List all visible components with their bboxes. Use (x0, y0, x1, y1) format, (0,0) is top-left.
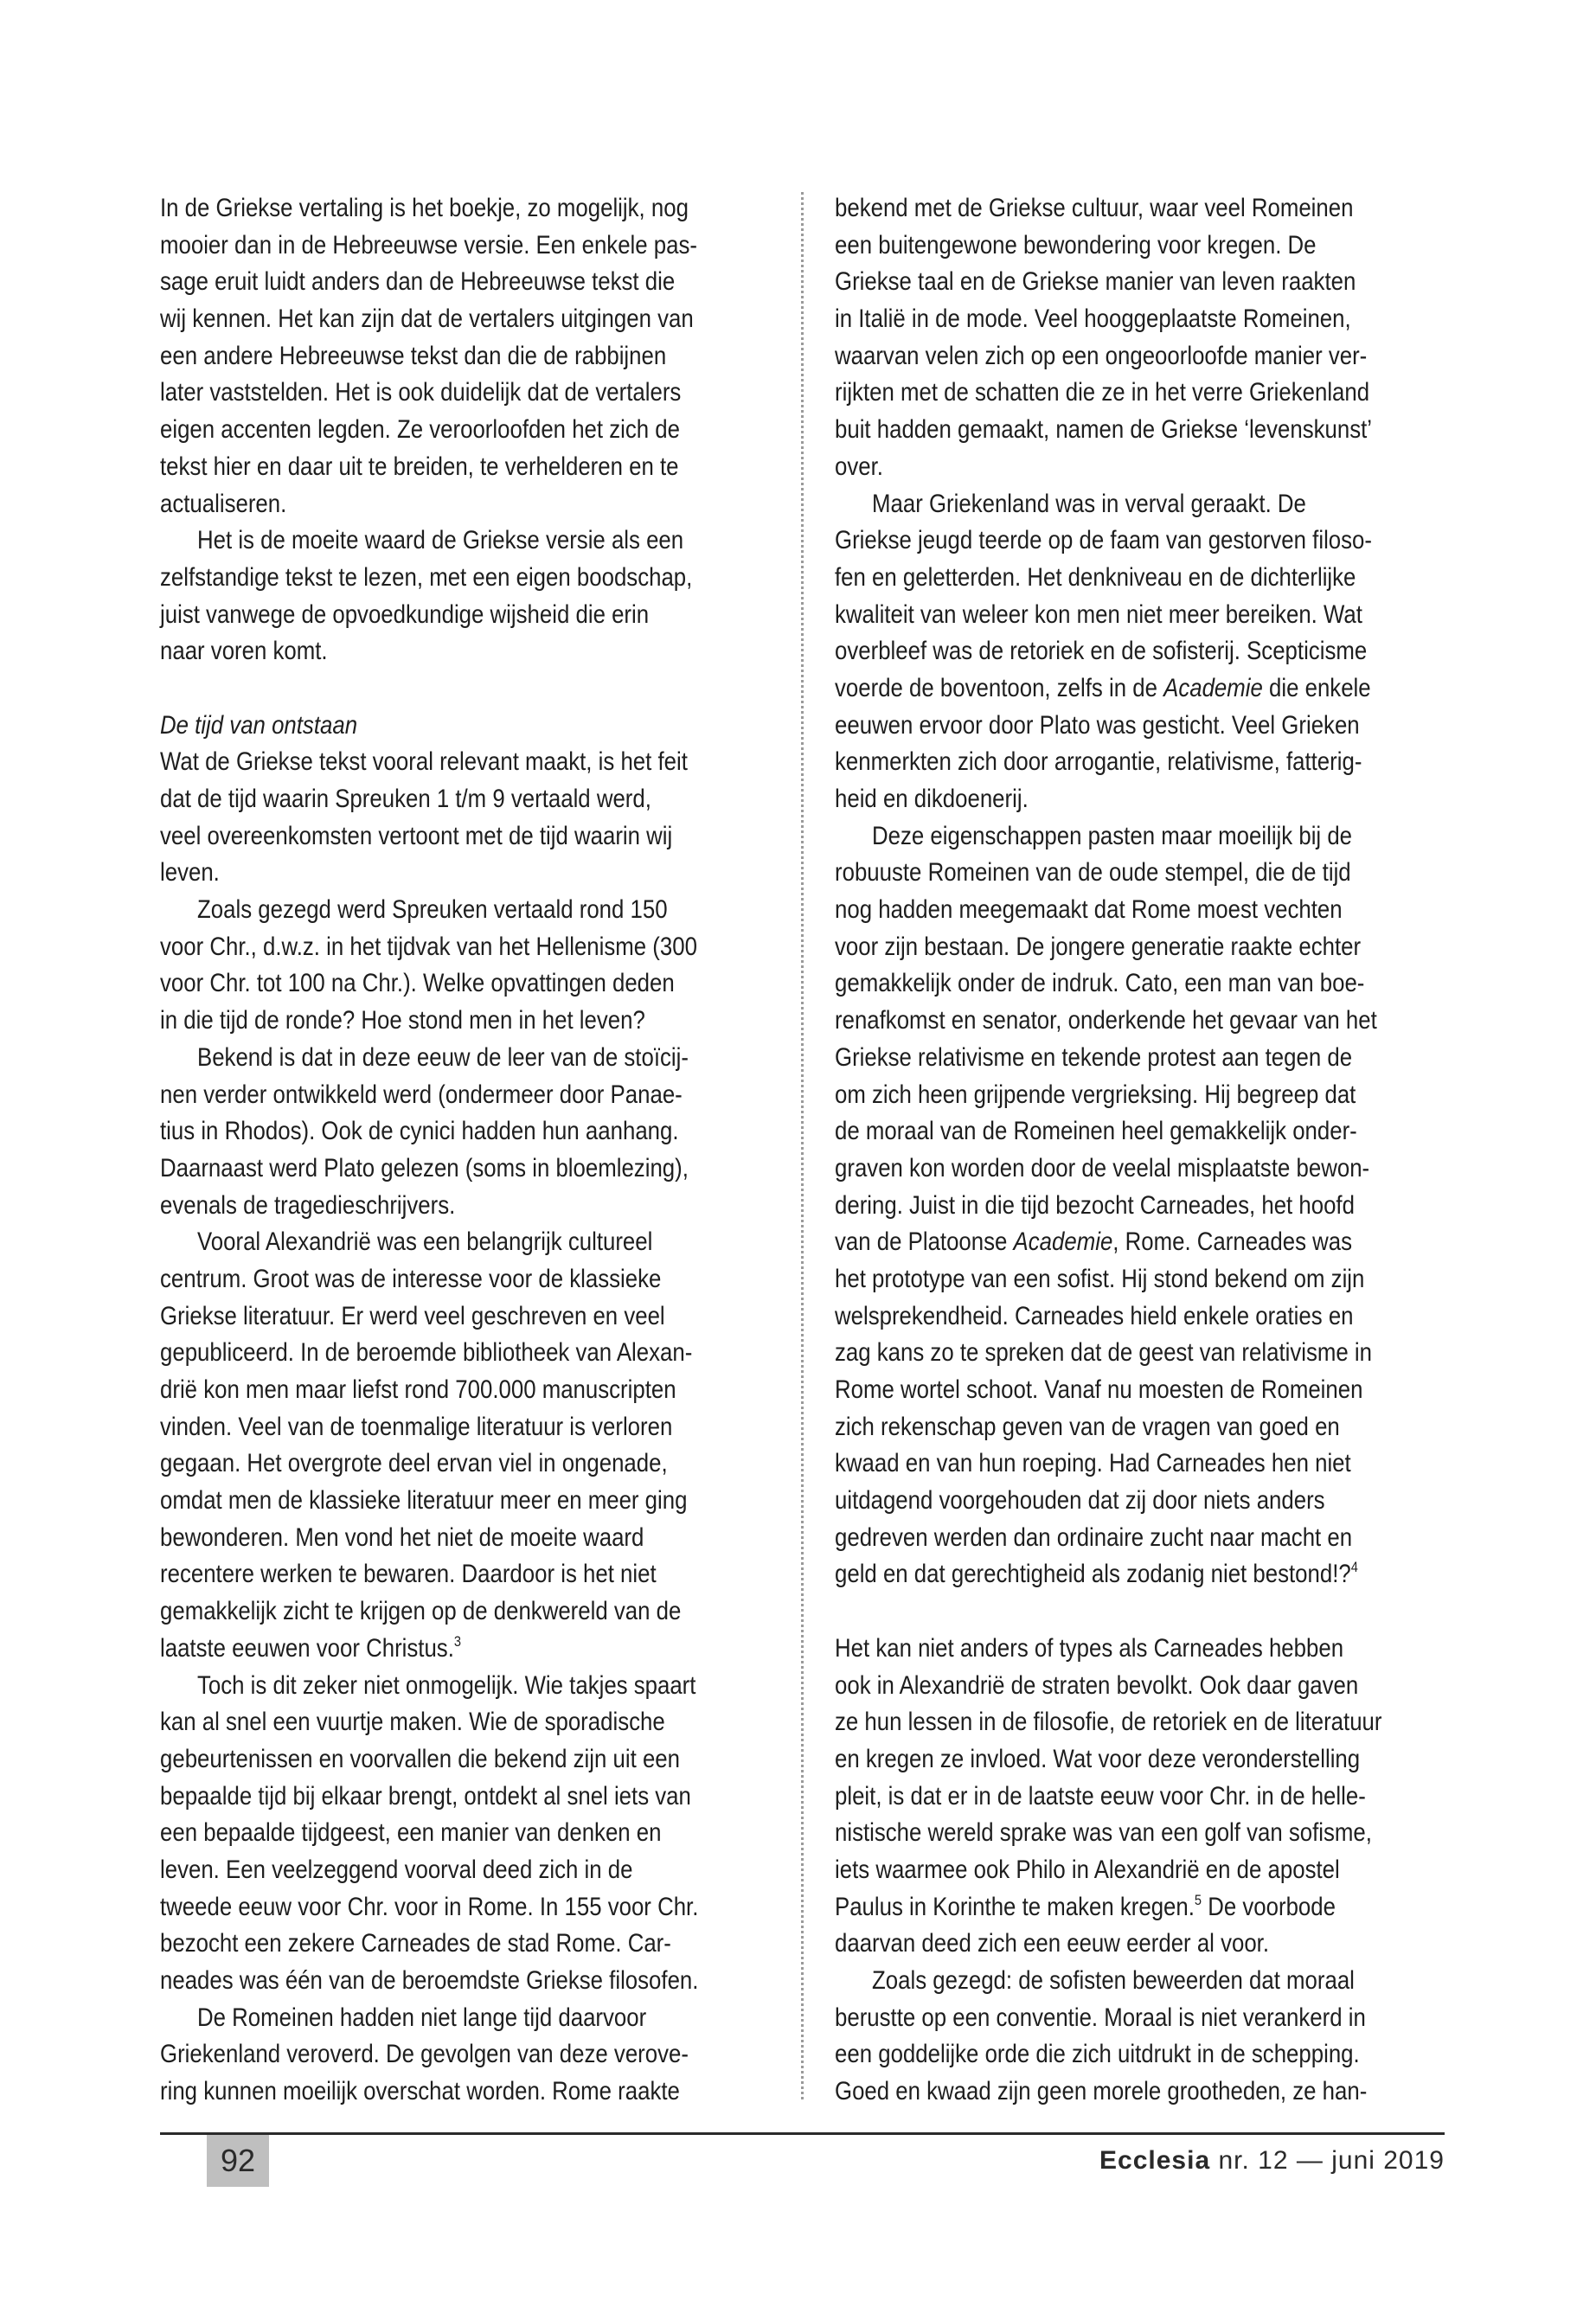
text-segment: Paulus in Korinthe te maken kregen. (835, 1892, 1195, 1921)
text-line: in die tijd de ronde? Hoe stond men in het leven? (160, 1006, 645, 1035)
text-line: een goddelijke orde die zich uitdrukt in de schepping. (835, 2040, 1360, 2069)
text-line: omdat men de klassieke literatuur meer en meer ging (160, 1486, 688, 1516)
text-line: recentere werken te bewaren. Daardoor is het niet (160, 1560, 657, 1589)
footnote-ref: 4 (1350, 1559, 1358, 1576)
text-line: zich rekenschap geven van de vragen van goed en (835, 1412, 1340, 1441)
text-line: robuuste Romeinen van de oude stempel, die de tijd (835, 858, 1351, 888)
text-line: gemakkelijk zicht te krijgen op de denkwereld van de (160, 1597, 682, 1626)
text-line: Rome wortel schoot. Vanaf nu moesten de Romeinen (835, 1375, 1363, 1404)
text-line: kan al snel een vuurtje maken. Wie de sporadische (160, 1708, 665, 1737)
text-line: iets waarmee ook Philo in Alexandrië en de apostel (835, 1855, 1340, 1884)
text-line: kenmerkten zich door arrogantie, relativisme, fatterig- (835, 747, 1362, 777)
text-line: Bekend is dat in deze eeuw de leer van de stoïcij- (197, 1042, 689, 1072)
footnote-ref: 3 (453, 1632, 462, 1650)
text-line: Wat de Griekse tekst vooral relevant maakt, is het feit (160, 747, 688, 777)
text-line (835, 1889, 1381, 1926)
text-segment: , Rome. Carneades was (1112, 1227, 1353, 1257)
text-line: bekend met de Griekse cultuur, waar veel Romeinen (835, 194, 1354, 222)
text-line: wij kennen. Het kan zijn dat de vertalers uitgingen van (160, 304, 694, 334)
text-line: zag kans zo te spreken dat de geest van relativisme in (835, 1338, 1372, 1368)
text-line: buit hadden gemaakt, namen de Griekse ‘levenskunst’ (835, 415, 1373, 445)
text-line: tius in Rhodos). Ook de cynici hadden hun aanhang. (160, 1117, 679, 1146)
text-line (160, 1631, 698, 1668)
text-line: bewonderen. Men vond het niet de moeite waard (160, 1522, 644, 1552)
text-line: en kregen ze invloed. Wat voor deze veronderstelling (835, 1744, 1361, 1773)
text-line: renafkomst en senator, onderkende het gevaar van het (835, 1006, 1377, 1035)
text-line: neades was één van de beroemdste Griekse filosofen. (160, 1966, 699, 1995)
text-line: Daarnaast werd Plato gelezen (soms in bloemlezing), (160, 1153, 689, 1183)
text-line: Griekse literatuur. Er werd veel geschreven en veel (160, 1301, 665, 1330)
text-line: Griekse taal en de Griekse manier van leven raakten (835, 267, 1356, 297)
text-line: nistische wereld sprake was van een golf van sofisme, (835, 1818, 1372, 1848)
text-line: Het kan niet anders of types als Carneades hebben (835, 1633, 1344, 1663)
text-line: bezocht een zekere Carneades de stad Rome. Car- (160, 1929, 671, 1958)
text-line: dat de tijd waarin Spreuken 1 t/m 9 vertaald werd, (160, 785, 651, 813)
text-segment: van de Platoonse (835, 1227, 1014, 1257)
issue-label: nr. 12 — juni 2019 (1218, 2146, 1445, 2175)
column-divider (801, 192, 804, 2099)
text-line: gedreven werden dan ordinaire zucht naar macht en (835, 1522, 1353, 1552)
blank-line (835, 1593, 1381, 1631)
text-line: nog hadden meegemaakt dat Rome moest vechten (835, 895, 1343, 925)
text-line: naar voren komt. (160, 637, 328, 666)
text-line: de moraal van de Romeinen heel gemakkelijk onder- (835, 1117, 1357, 1146)
text-line: eeuwen ervoor door Plato was gesticht. Veel Grieken (835, 710, 1360, 740)
text-line: het prototype van een sofist. Hij stond bekend om zijn (835, 1264, 1365, 1293)
text-line: mooier dan in de Hebreeuwse versie. Een enkele pas- (160, 230, 698, 260)
text-line (835, 1556, 1381, 1593)
text-line: actualiseren. (160, 489, 287, 518)
text-segment: De voorbode (1202, 1892, 1336, 1921)
right-column (835, 190, 1381, 2111)
text-line: berustte op een conventie. Moraal is niet verankerd in (835, 2003, 1366, 2032)
journal-name: Ecclesia (1099, 2146, 1211, 2175)
text-line: kwaliteit van weleer kon men niet meer bereiken. Wat (835, 599, 1362, 629)
text-line: tekst hier en daar uit te breiden, te verhelderen en te (160, 452, 679, 481)
text-segment: laatste eeuwen voor Christus. (160, 1633, 454, 1663)
text-line: rijkten met de schatten die ze in het verre Griekenland (835, 378, 1370, 407)
page-number: 92 (207, 2135, 269, 2187)
text-line: uitdagend voorgehouden dat zij door niets anders (835, 1486, 1325, 1516)
text-line: centrum. Groot was de interesse voor de klassieke (160, 1264, 662, 1293)
text-line: leven. (160, 858, 220, 888)
text-line: Deze eigenschappen pasten maar moeilijk bij de (872, 821, 1353, 850)
text-line: nen verder ontwikkeld werd (ondermeer door Panae- (160, 1080, 683, 1109)
text-line: Toch is dit zeker niet onmogelijk. Wie takjes spaart (197, 1670, 696, 1700)
text-line: vinden. Veel van de toenmalige literatuur is verloren (160, 1412, 673, 1441)
text-line: voor Chr. tot 100 na Chr.). Welke opvattingen deden (160, 969, 675, 998)
footer-rule (160, 2132, 1445, 2135)
text-line (835, 1224, 1381, 1261)
text-segment: die enkele (1262, 673, 1371, 702)
text-line: heid en dikdoenerij. (835, 785, 1029, 813)
text-line (835, 670, 1381, 708)
text-line: over. (835, 452, 883, 481)
section-heading: De tijd van ontstaan (160, 710, 358, 740)
text-segment: geld en dat gerechtigheid als zodanig niet bestond!? (835, 1560, 1351, 1589)
text-line: voor zijn bestaan. De jongere generatie raakte echter (835, 932, 1362, 961)
text-line: kwaad en van hun roeping. Had Carneades hen niet (835, 1449, 1351, 1478)
text-line: later vaststelden. Het is ook duidelijk dat de vertalers (160, 378, 682, 407)
text-line: Griekenland veroverd. De gevolgen van deze verove- (160, 2040, 689, 2069)
text-line: voor Chr., d.w.z. in het tijdvak van het Hellenisme (300 (160, 932, 697, 961)
text-line: tweede eeuw voor Chr. voor in Rome. In 155 voor Chr. (160, 1892, 699, 1921)
text-line: fen en geletterden. Het denkniveau en de dichterlijke (835, 562, 1356, 592)
left-column (160, 190, 698, 2111)
text-line: zelfstandige tekst te lezen, met een eigen boodschap, (160, 562, 693, 592)
blank-line (160, 670, 698, 708)
text-line: Zoals gezegd: de sofisten beweerden dat moraal (872, 1966, 1355, 1995)
text-line: De Romeinen hadden niet lange tijd daarvoor (197, 2003, 647, 2032)
text-line: Griekse relativisme en tekende protest aan tegen de (835, 1042, 1353, 1072)
text-line: juist vanwege de opvoedkundige wijsheid die erin (160, 599, 650, 629)
text-line: gegaan. Het overgrote deel ervan viel in ongenade, (160, 1449, 668, 1478)
text-line: gepubliceerd. In de beroemde bibliotheek van Alexan- (160, 1338, 693, 1368)
text-line: ook in Alexandrië de straten bevolkt. Ook daar gaven (835, 1670, 1359, 1700)
italic-text: Academie (1163, 673, 1263, 702)
text-line: in Italië in de mode. Veel hooggeplaatste Romeinen, (835, 304, 1351, 334)
text-line: Zoals gezegd werd Spreuken vertaald rond 150 (197, 895, 668, 925)
text-line: bepaalde tijd bij elkaar brengt, ontdekt al snel iets van (160, 1781, 691, 1811)
text-line: overbleef was de retoriek en de sofisterij. Scepticisme (835, 637, 1368, 666)
text-line: een buitengewone bewondering voor kregen. De (835, 230, 1317, 260)
text-line: om zich heen grijpende vergrieksing. Hij begreep dat (835, 1080, 1356, 1109)
text-line: drië kon men maar liefst rond 700.000 manuscripten (160, 1375, 676, 1404)
text-line: Goed en kwaad zijn geen morele grootheden, ze han- (835, 2077, 1368, 2106)
text-line: een andere Hebreeuwse tekst dan die de rabbijnen (160, 341, 667, 370)
text-line: een bepaalde tijdgeest, een manier van denken en (160, 1818, 662, 1848)
text-line: ze hun lessen in de filosofie, de retoriek en de literatuur (835, 1708, 1382, 1737)
text-line: leven. Een veelzeggend voorval deed zich in de (160, 1855, 633, 1884)
text-line: gebeurtenissen en voorvallen die bekend zijn uit een (160, 1744, 680, 1773)
text-line: waarvan velen zich op een ongeoorloofde manier ver- (835, 341, 1368, 370)
text-line: graven kon worden door de veelal misplaatste bewon- (835, 1153, 1370, 1183)
text-line: dering. Juist in die tijd bezocht Carneades, het hoofd (835, 1190, 1355, 1220)
text-segment: voerde de boventoon, zelfs in de (835, 673, 1164, 702)
text-line: pleit, is dat er in de laatste eeuw voor Chr. in de helle- (835, 1781, 1366, 1811)
text-line: evenals de tragedieschrijvers. (160, 1190, 456, 1220)
text-line: welsprekendheid. Carneades hield enkele oraties en (835, 1301, 1354, 1330)
text-line: veel overeenkomsten vertoont met de tijd waarin wij (160, 821, 673, 850)
text-line: eigen accenten legden. Ze veroorloofden het zich de (160, 415, 680, 445)
text-line: Griekse jeugd teerde op de faam van gestorven filoso- (835, 526, 1373, 555)
text-line: sage eruit luidt anders dan de Hebreeuwse tekst die (160, 267, 676, 297)
italic-text: Academie (1013, 1227, 1113, 1257)
footnote-ref: 5 (1194, 1891, 1202, 1908)
text-line: Vooral Alexandrië was een belangrijk cultureel (197, 1227, 653, 1257)
text-line: ring kunnen moeilijk overschat worden. Rome raakte (160, 2077, 680, 2106)
journal-issue (1099, 2144, 1445, 2178)
text-line: daarvan deed zich een eeuw eerder al voor. (835, 1929, 1270, 1958)
text-line: Maar Griekenland was in verval geraakt. De (872, 489, 1306, 518)
text-line: gemakkelijk onder de indruk. Cato, een man van boe- (835, 969, 1365, 998)
text-line: In de Griekse vertaling is het boekje, zo mogelijk, nog (160, 194, 689, 222)
text-line (160, 708, 698, 745)
text-line: Het is de moeite waard de Griekse versie als een (197, 526, 684, 555)
